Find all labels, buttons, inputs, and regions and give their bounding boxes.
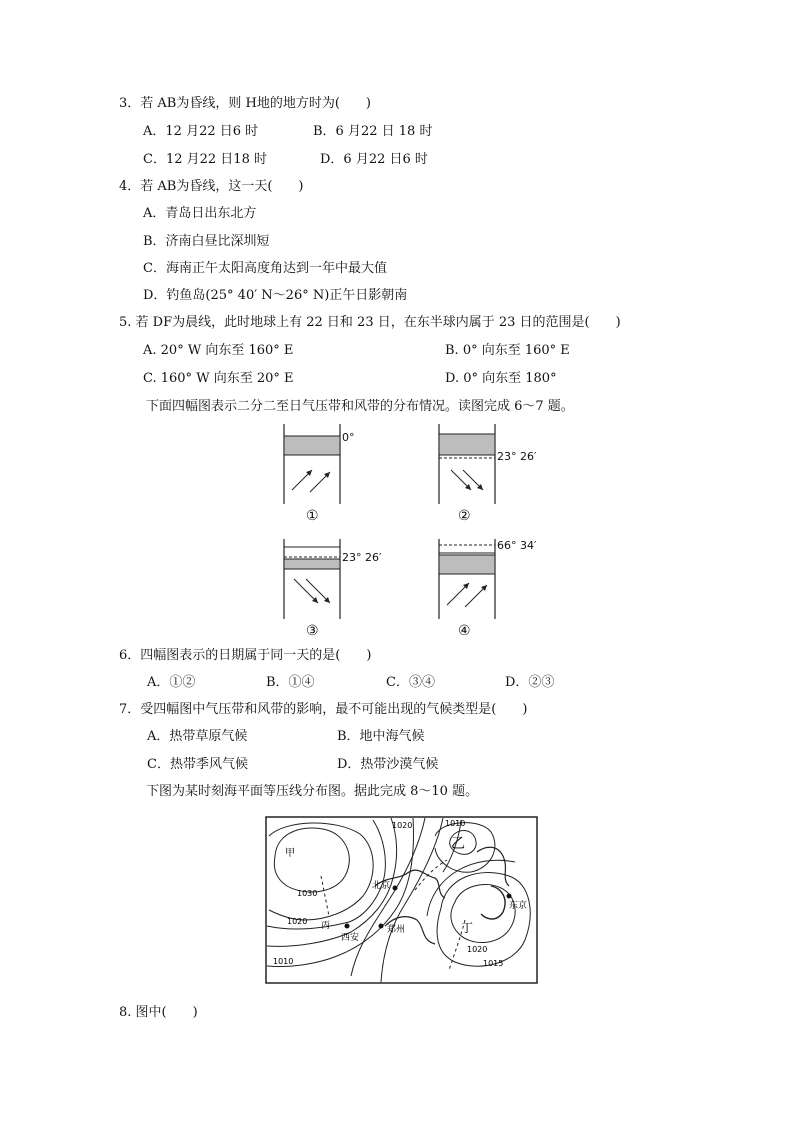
- q7-option-b: B．地中海气候: [337, 729, 425, 744]
- q7-stem: 7．受四幅图中气压带和风带的影响，最不可能出现的气候类型是( ): [119, 702, 528, 717]
- q3-option-d: D．6 月22 日6 时: [320, 152, 428, 167]
- isobar-map-svg: [265, 816, 538, 984]
- pressure-panel-4: [425, 535, 555, 645]
- q7-option-a: A．热带草原气候: [147, 729, 248, 744]
- q5-stem: 5. 若 DF为晨线，此时地球上有 22 日和 23 日，在东半球内属于 23 日的范围是( ): [119, 315, 621, 330]
- intro-8-10: 下图为某时刻海平面等压线分布图。据此完成 8～10 题。: [146, 784, 479, 799]
- q3-option-a: A．12 月22 日6 时: [143, 124, 259, 139]
- pressure-diagram-2: [425, 420, 555, 510]
- q3-option-c: C．12 月22 日18 时: [143, 152, 267, 167]
- pressure-diagram-3: [270, 535, 400, 625]
- q4-option-b: B．济南白昼比深圳短: [143, 234, 270, 249]
- q6-option-d: D．②③: [505, 675, 555, 690]
- q3-option-b: B．6 月22 日 18 时: [313, 124, 433, 139]
- panel-1-latitude-label: 0°: [342, 431, 355, 444]
- q4-stem: 4．若 AB为昏线，这一天( ): [119, 179, 304, 194]
- map-label-jia: 甲: [285, 848, 295, 859]
- q8-stem: 8. 图中( ): [119, 1005, 198, 1020]
- panel-4-latitude-label: 66° 34′: [497, 539, 537, 552]
- isobar-label-1020-top: 1020: [392, 821, 413, 830]
- isobar-label-1020-bottom: 1020: [467, 945, 488, 954]
- q6-stem: 6．四幅图表示的日期属于同一天的是( ): [119, 648, 372, 663]
- map-label-bing: 丙: [321, 921, 331, 931]
- pressure-diagram-4: [425, 535, 555, 625]
- map-city-beijing: 北京: [372, 881, 391, 891]
- map-label-ding: 丁: [461, 921, 474, 935]
- q6-option-a: A．①②: [147, 675, 196, 690]
- panel-2-number: ②: [458, 508, 471, 524]
- q6-option-b: B．①④: [266, 675, 315, 690]
- panel-3-latitude-label: 23° 26′: [342, 551, 382, 564]
- q5-option-b: B. 0° 向东至 160° E: [445, 343, 570, 358]
- pressure-panel-3: [270, 535, 400, 645]
- map-label-yi: 乙: [451, 836, 465, 852]
- isobar-label-1010-top: 1010: [445, 819, 466, 828]
- q3-stem: 3．若 AB为昏线，则 H地的地方时为( ): [119, 96, 371, 111]
- isobar-map: [265, 816, 538, 984]
- map-city-tokyo: 东京: [509, 901, 528, 911]
- pressure-panel-2: [425, 420, 555, 530]
- q4-option-c: C．海南正午太阳高度角达到一年中最大值: [143, 261, 387, 276]
- isobar-label-1015: 1015: [483, 959, 504, 968]
- q6-option-c: C．③④: [386, 675, 435, 690]
- q4-option-d: D．钓鱼岛(25° 40′ N～26° N)正午日影朝南: [143, 288, 408, 303]
- q5-option-d: D. 0° 向东至 180°: [445, 371, 557, 386]
- panel-3-number: ③: [306, 623, 319, 639]
- isobar-label-1010-left: 1010: [273, 957, 294, 966]
- isobar-label-1030: 1030: [297, 889, 318, 898]
- q4-option-a: A．青岛日出东北方: [143, 206, 257, 221]
- panel-1-number: ①: [306, 508, 319, 524]
- panel-4-number: ④: [458, 623, 471, 639]
- map-city-zhengzhou: 郑州: [387, 925, 406, 935]
- panel-2-latitude-label: 23° 26′: [497, 450, 537, 463]
- intro-6-7: 下面四幅图表示二分二至日气压带和风带的分布情况。读图完成 6～7 题。: [146, 399, 574, 414]
- pressure-panel-1: [270, 420, 380, 530]
- pressure-diagram-1: [270, 420, 380, 510]
- q7-option-d: D．热带沙漠气候: [337, 757, 439, 772]
- q5-option-c: C. 160° W 向东至 20° E: [143, 371, 294, 386]
- map-city-xian: 西安: [341, 933, 360, 943]
- q7-option-c: C．热带季风气候: [147, 757, 248, 772]
- q5-option-a: A. 20° W 向东至 160° E: [143, 343, 294, 358]
- isobar-label-1020-left: 1020: [287, 917, 308, 926]
